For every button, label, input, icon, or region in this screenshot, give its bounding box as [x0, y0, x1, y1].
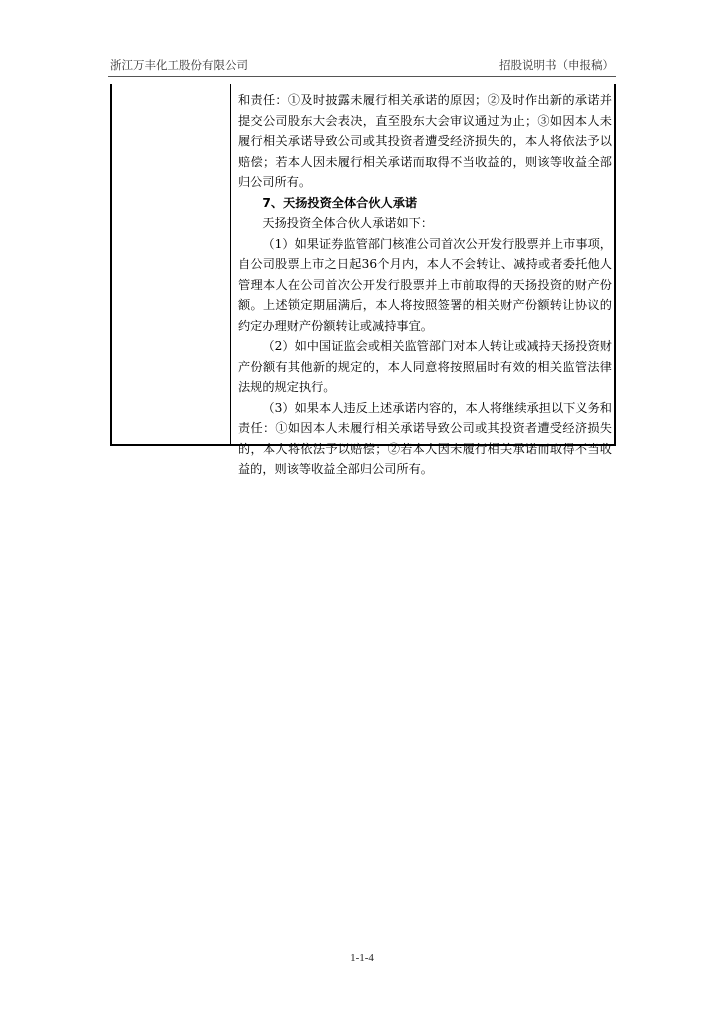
paragraph-item-3: （3）如果本人违反上述承诺内容的，本人将继续承担以下义务和责任：①如因本人未履行相关承诺导致公司或其投资者遭受经济损失的，本人将依法予以赔偿；②若本人因未履行相关承诺而取得不当收益的，则该等收益全部归公司所有。 — [238, 400, 612, 476]
paragraph-continuation: 和责任：①及时披露未履行相关承诺的原因；②及时作出新的承诺并提交公司股东大会表决，直至股东大会审议通过为止；③如因本人未履行相关承诺导致公司或其投资者遭受经济损失的，本人将依法予以赔偿；若本人因未履行相关承诺而取得不当收益的，则该等收益全部归公司所有。 — [238, 93, 612, 189]
page-number: 1-1-4 — [350, 952, 374, 964]
header-divider — [108, 76, 616, 77]
paragraph-intro: 天扬投资全体合伙人承诺如下： — [262, 216, 434, 230]
section-heading: 7、天扬投资全体合伙人承诺 — [262, 195, 418, 210]
document-title: 招股说明书（申报稿） — [499, 58, 614, 72]
table-cell-content — [238, 90, 612, 480]
paragraph-item-2: （2）如中国证监会或相关监管部门对本人转让或减持天扬投资财产份额有其他新的规定的，本人同意将按照届时有效的相关监管法律法规的规定执行。 — [238, 339, 612, 394]
page-header — [108, 57, 616, 75]
content-table — [110, 84, 616, 476]
paragraph-item-1: （1）如果证券监管部门核准公司首次公开发行股票并上市事项，自公司股票上市之日起36个月内，本人不会转让、减持或者委托他人管理本人在公司首次公开发行股票并上市前取得的天扬投资的财产份额。上述锁定期届满后，本人将按照签署的相关财产份额转让协议的约定办理财产份额转让或减持事宜。 — [238, 236, 612, 333]
column-divider — [230, 84, 231, 444]
company-name: 浙江万丰化工股份有限公司 — [110, 58, 248, 72]
